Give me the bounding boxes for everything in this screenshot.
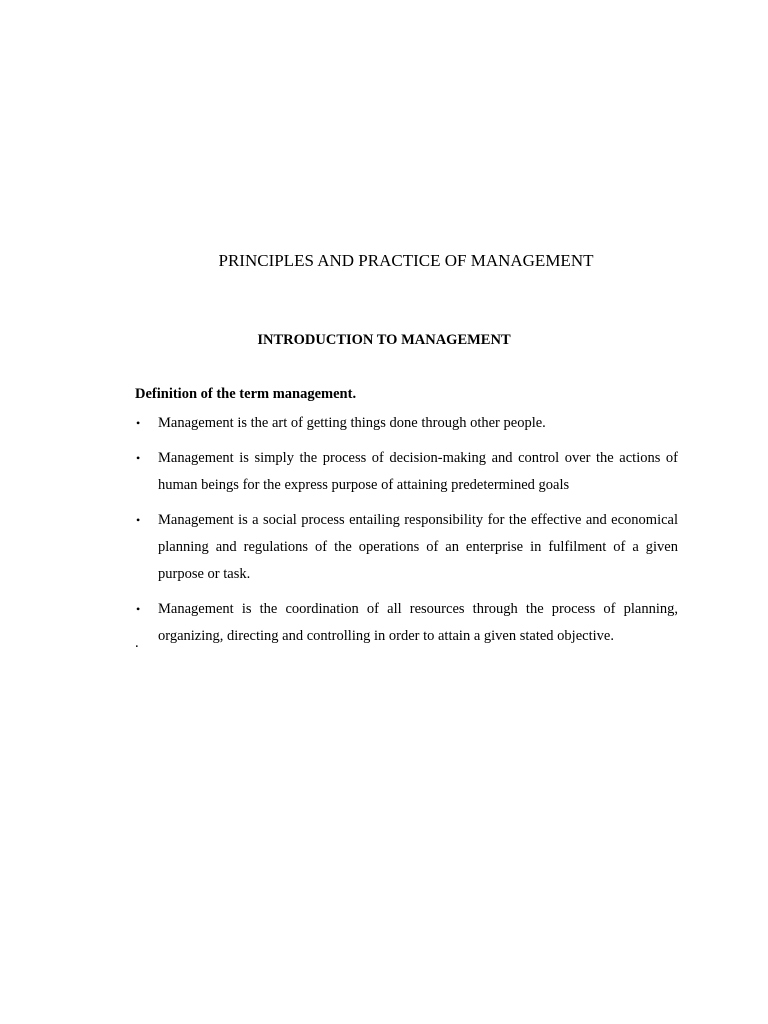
definition-list	[135, 410, 678, 658]
list-item	[135, 596, 678, 650]
bullet-icon: •	[136, 513, 141, 527]
section-heading: INTRODUCTION TO MANAGEMENT	[257, 332, 511, 348]
list-item-text: Management is simply the process of decision-making and control over the actions of human beings for the express purpose of attaining predetermined goals	[158, 450, 678, 493]
list-item	[135, 507, 678, 588]
list-item-text: Management is the coordination of all resources through the process of planning, organizing, directing and controlling in order to attain a given stated objective.	[158, 601, 678, 644]
bullet-icon: •	[136, 451, 141, 465]
definition-heading: Definition of the term management.	[135, 386, 357, 402]
bullet-icon: •	[136, 602, 141, 616]
list-item	[135, 410, 678, 437]
list-item	[135, 445, 678, 499]
bullet-icon: •	[136, 416, 141, 430]
trailing-period: .	[135, 635, 139, 651]
list-item-text: Management is the art of getting things done through other people.	[158, 415, 546, 431]
document-title: PRINCIPLES AND PRACTICE OF MANAGEMENT	[218, 251, 594, 270]
list-item-text: Management is a social process entailing responsibility for the effective and economical planning and regulations of the operations of an enterprise in fulfilment of a given purpose or task.	[158, 512, 678, 582]
